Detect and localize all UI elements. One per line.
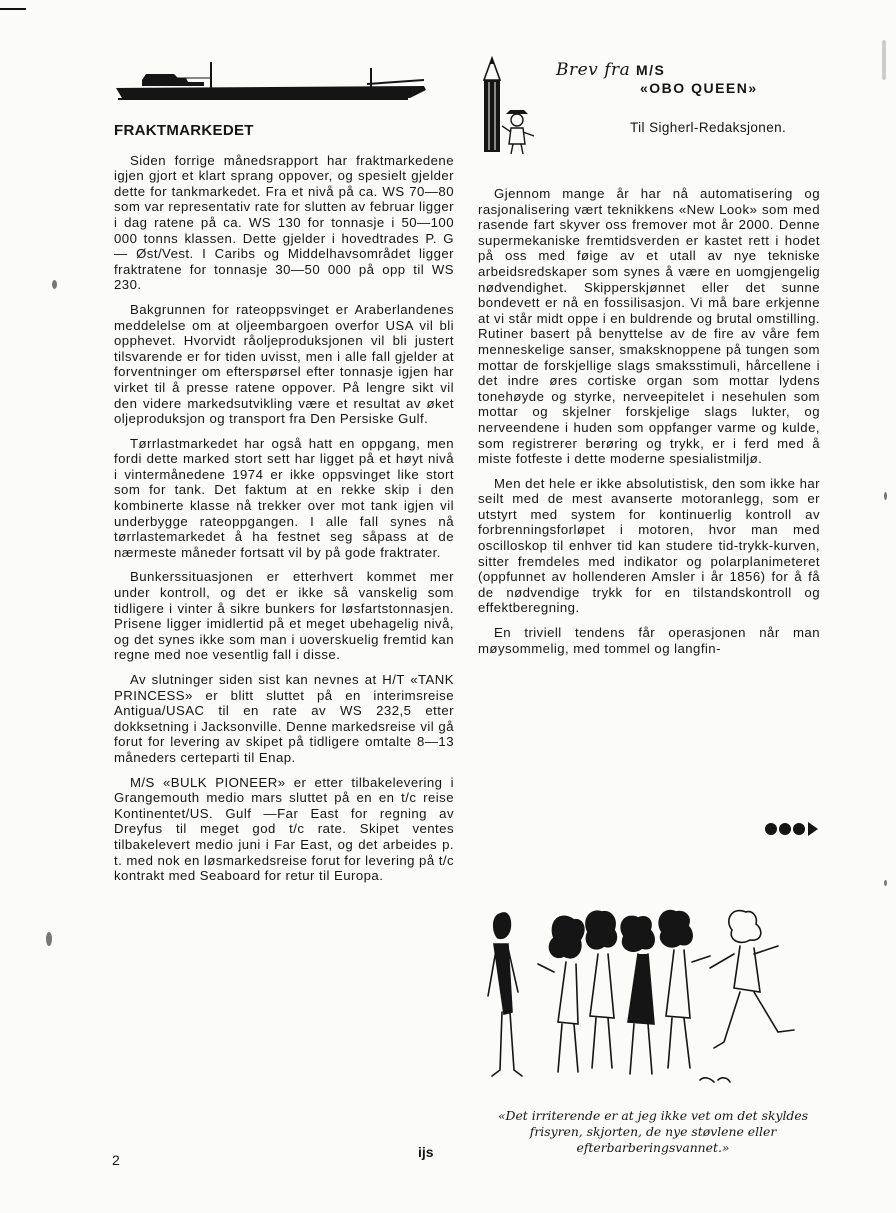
- paragraph: Bakgrunnen for rateoppsvinget er Araberlandenes meddelelse om at oljeembargoen overfor USA vil bli opphevet. Hvorvidt råoljeproduksjonen vil bli justert tilsvarende er for tiden uvisst, men i alle fall gjelder at forventninger om efterspørsel efter tonnasje igjen har virket til å presse ratene oppover. På lengre sikt vil den videre markedsutvikling være et resultat av øket oljeproduksjon og transport fra Den Persiske Gulf.: [114, 301, 454, 427]
- addressee: Til Sigherl-Redaksjonen.: [630, 120, 787, 135]
- author-signature: ijs: [418, 1144, 434, 1160]
- scan-speck: [46, 932, 52, 946]
- cartoon-caption: «Det irriterende er at jeg ikke vet om det skyldes frisyren, skjorten, de nye støvlene eller efterbarberingsvannet.»: [497, 1108, 809, 1155]
- pencil-figure-illustration: [478, 56, 550, 156]
- section-heading: FRAKTMARKEDET: [114, 122, 254, 139]
- scan-speck: [882, 40, 886, 80]
- scan-speck: [52, 280, 57, 289]
- cartoon-illustration: [478, 892, 828, 1092]
- ship-name: «OBO QUEEN»: [640, 80, 758, 96]
- paragraph: Gjennom mange år har nå automatisering og rasjonalisering vært teknikkens «New Look» som med rasende fart skyver oss fremover mot år 2000. Denne supermekaniske fremtidsverden er kastet rett i hodet på oss med føige av et utall av nye tekniske arbeidsredskaper som synes å være en uomgjengelig nødvendighet. Skipperskjønnet eller det sunne bondevett er nå en fossilisasjon. Vi må bare erkjenne at vi står midt oppe i en buldrende og brutal omstilling. Rutiner basert på benyttelse av de fire av våre fem menneskelige sanser, smaksknoppene på tungen som mottar de forskjellige slags smaksstimuli, hårcellene i det indre øres cortiske organ som mottar lydens tonehøyde og styrke, nerveepitelet i nesehulen som mottar og skjelner forskjelige slags lukter, og nerveendene i huden som oppfanger varme og kulde, som registrerer berøring og trykk, er i ferd med å miste fotfeste i dette moderne spesialistmiljø.: [478, 186, 820, 467]
- right-column: [478, 186, 820, 665]
- left-column: [114, 123, 454, 893]
- ship-illustration: [112, 58, 430, 106]
- paragraph: M/S «BULK PIONEER» er etter tilbakelevering i Grangemouth medio mars sluttet på en en t/c reise Kontinentet/US. Gulf —Far East for regning av Dreyfus til meget god t/c rate. Skipet ventes tilbakelevert medio juni i Far East, og det arbeides p. t. med nok en løsmarkedsreise forut for levering på t/c kontrakt med Seaboard for retur til Europa.: [114, 774, 454, 884]
- paragraph: Siden forrige månedsrapport har fraktmarkedene igjen gjort et klart sprang oppover, og spesielt gjelder dette for tankmarkedet. Fra et nivå på ca. WS 70—80 som var representativ rate for slutten av februar ligger i dag ratene på ca. WS 130 for tonnasje i 50—100 000 tonns klassen. Dette gjelder i hovedtrades P. G — Øst/Vest. I Caribs og Middelhavsområdet ligger fraktratene for tonnasje 30—50 000 på opp til WS 230.: [114, 152, 454, 293]
- vessel-type-label: M/S: [636, 62, 666, 78]
- paragraph: Av slutninger siden sist kan nevnes at H/T «TANK PRINCESS» er blitt sluttet på en interimsreise Antigua/USAC til en rate av WS 232,5 etter dokksetning i Jacksonville. Denne markedsreise vil gå forut for levering av skipet på tidligere omtalte 8—13 måneders certeparti til Enap.: [114, 672, 454, 765]
- paragraph: En triviell tendens får operasjonen når man møysommelig, med tommel og langfin-: [478, 625, 820, 656]
- handwritten-prefix: Brev fra: [556, 60, 631, 80]
- page-number: 2: [112, 1152, 120, 1168]
- continued-arrow-icon: [764, 820, 820, 838]
- paragraph: Men det hele er ikke absolutistisk, den som ikke har seilt med de mest avanserte motoranlegg, som er utstyrt med system for kontinuerlig kontroll av forbrenningsforløpet i motoren, hvor man med oscilloskop til enhver tid kan studere tid-trykk-kurven, sitter fremdeles med indikator og polarplanimeteret (oppfunnet av hollenderen Amsler i år 1856) for å få de nødvendige trykk for en tilstandskontroll og effektberegning.: [478, 475, 820, 616]
- paragraph: Bunkerssituasjonen er etterhvert kommet mer under kontroll, og det er ikke så vanskelig som tidligere i vinter å sikre bunkers for løsfartstonnasjen. Prisene ligger imidlertid på et meget ubehagelig nivå, og det synes ikke som man i uoverskuelig fremtid kan regne med noe vesentlig fall i disse.: [114, 569, 454, 663]
- paragraph: Tørrlastmarkedet har også hatt en oppgang, men fordi dette marked stort sett har ligget på et høyt nivå i vintermånedene 1974 er ikke oppsvinget like stort som for tank. Det faktum at en rekke skip i den kombinerte klasse nå trekker over mot tank igjen vil underbygge rateoppgangen. I alle fall synes nå tørrlastemarkedet å ha festnet seg såpass at de nærmeste måneder fortsatt vil by på gode fraktrater.: [114, 435, 454, 560]
- scan-speck: [884, 492, 887, 500]
- scan-speck: [884, 880, 887, 886]
- crop-mark: [0, 8, 26, 10]
